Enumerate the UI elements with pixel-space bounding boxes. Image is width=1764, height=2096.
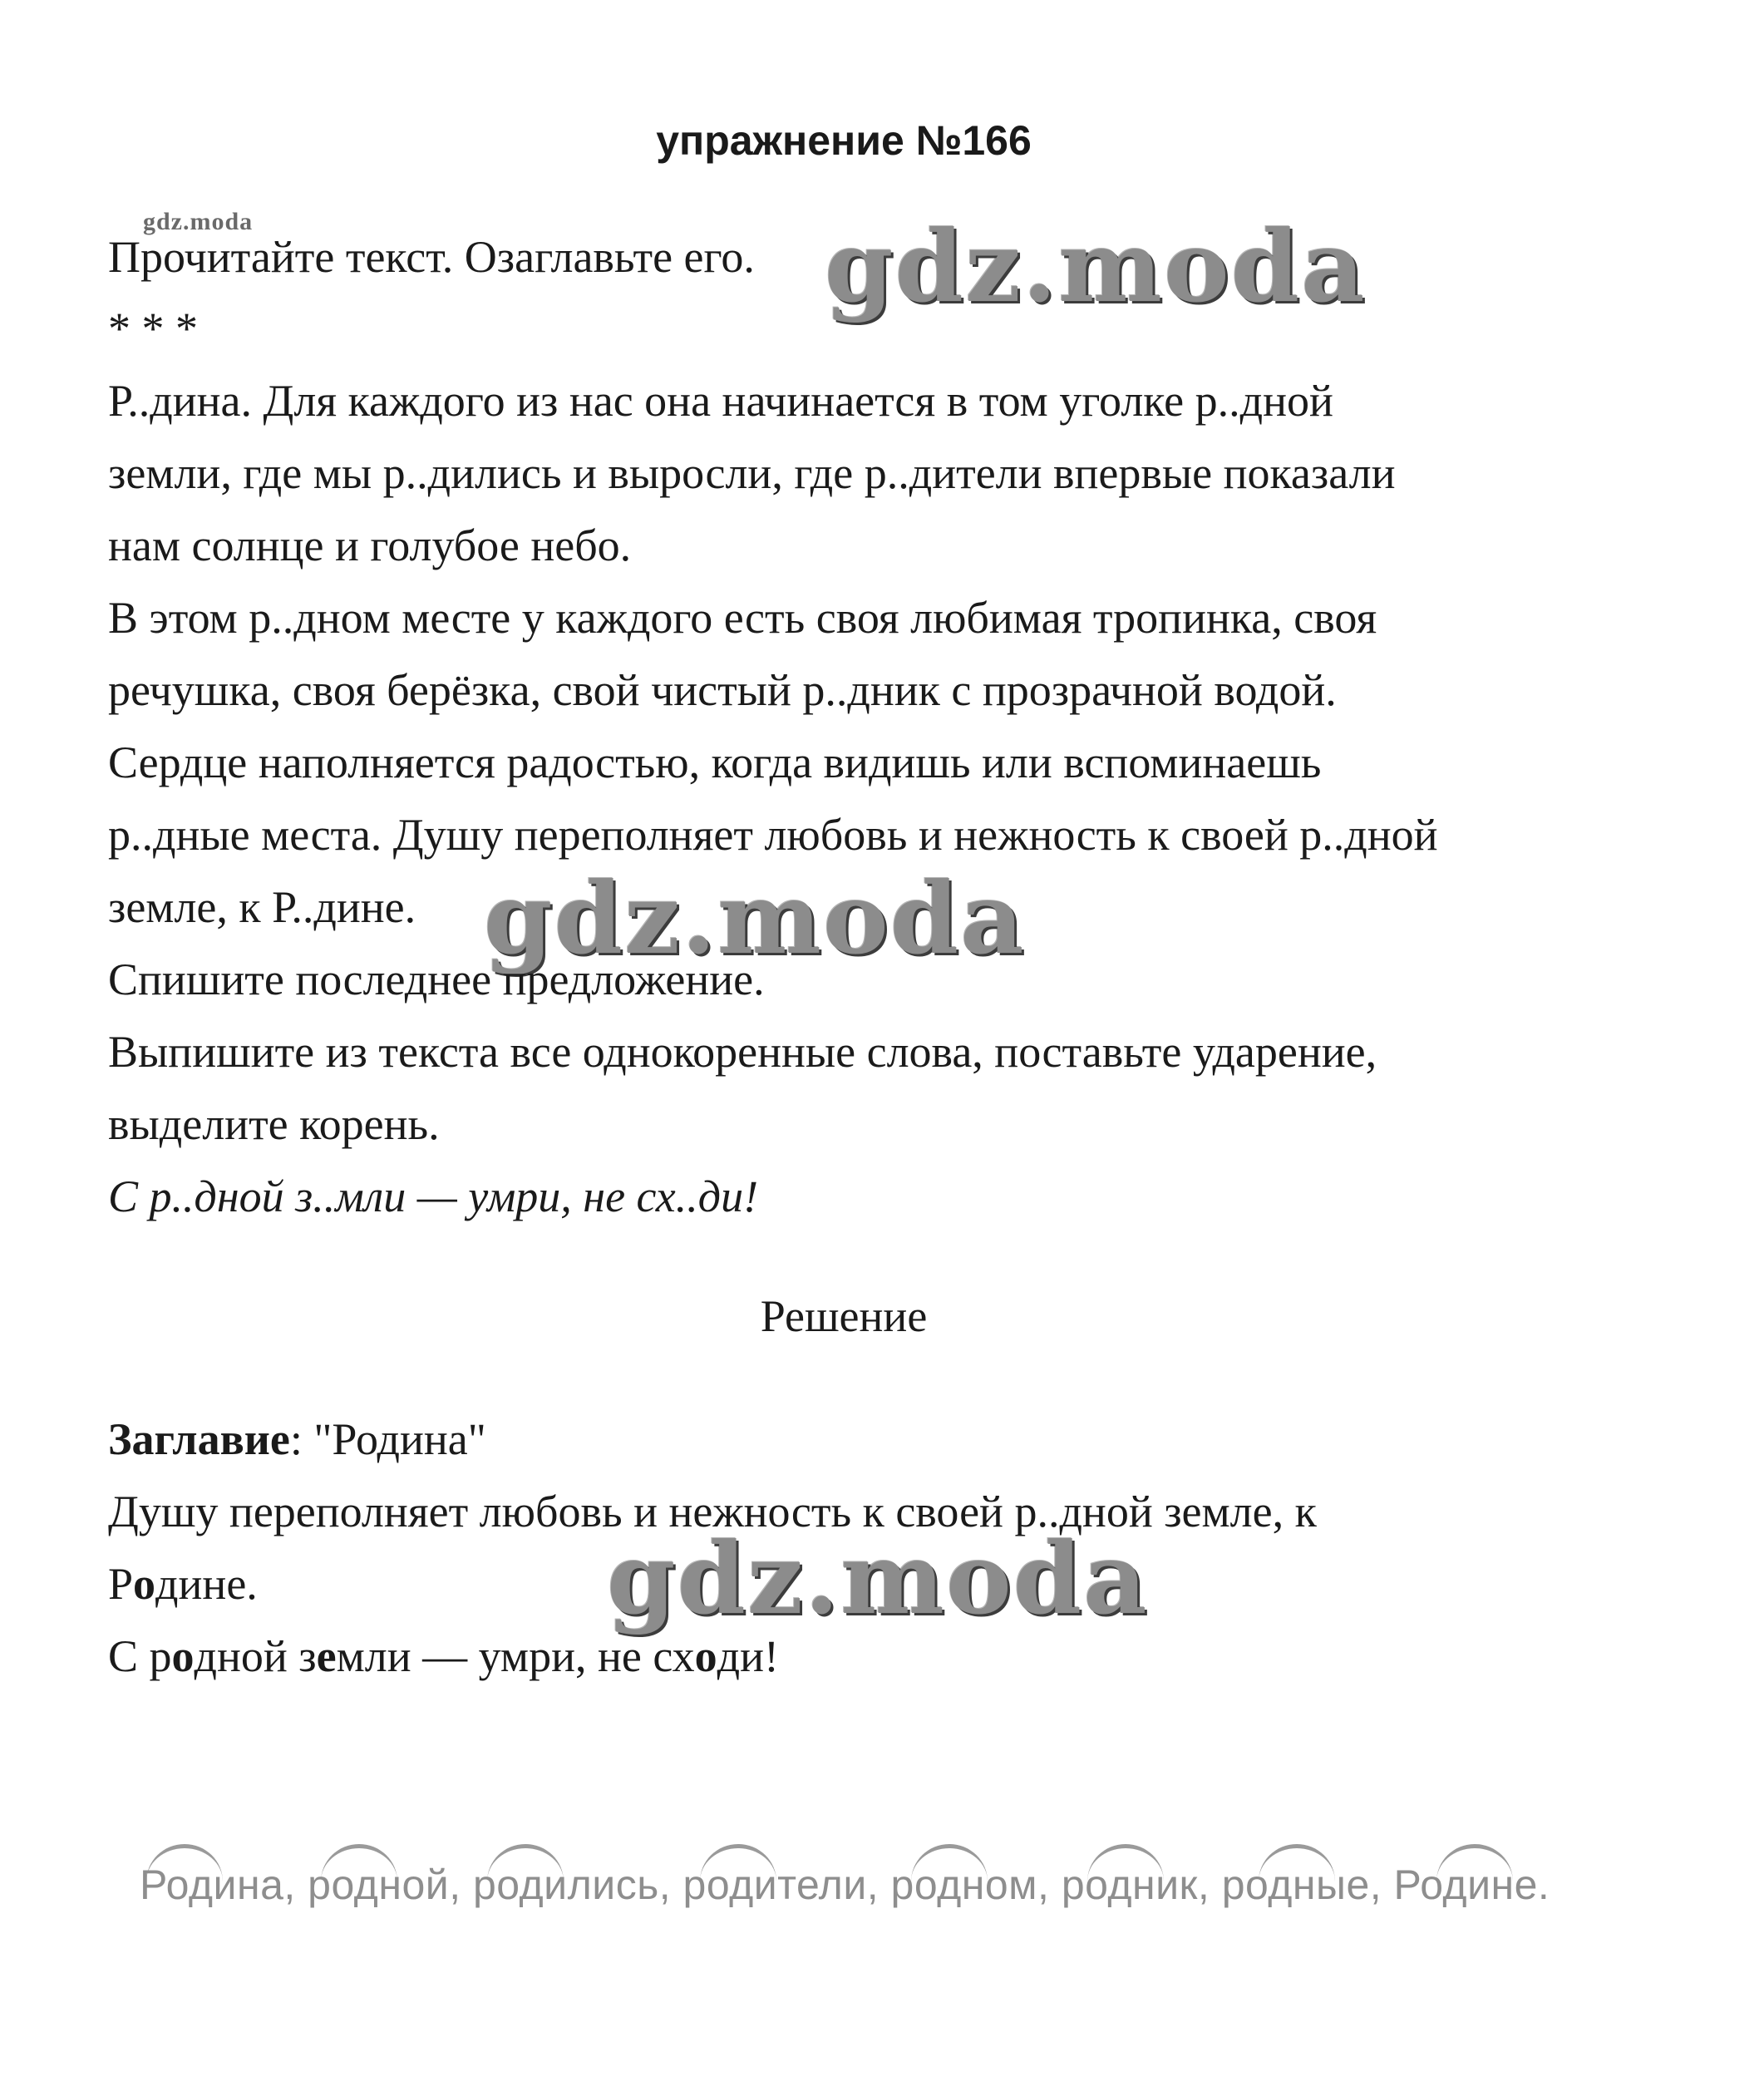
task-instruction: Выпишите из текста все однокоренные слова, поставьте ударение, — [108, 1027, 1377, 1077]
task-text-line: речушка, своя берёзка, свой чистый р..дник с прозрачной водой. — [108, 665, 1337, 715]
solution-title-label: Заглавие — [108, 1414, 290, 1464]
stressed-vowel: о — [133, 1559, 156, 1609]
watermark-logo: gdz.moda — [484, 861, 1026, 976]
task-instruction: Спишите последнее предложение. — [108, 954, 765, 1004]
solution-sentence-line — [108, 1559, 258, 1609]
text-part: дной з — [194, 1631, 317, 1681]
task-text-line: земли, где мы р..дились и выросли, где р..дители впервые показали — [108, 448, 1396, 498]
text-part: Р — [108, 1559, 134, 1609]
stressed-vowel: о — [171, 1631, 195, 1681]
watermark-small: gdz.moda — [143, 208, 254, 235]
task-proverb: С р..дной з..мли — умри, не сх..ди! — [108, 1171, 759, 1221]
solution-heading: Решение — [760, 1291, 928, 1341]
task-text-line: В этом р..дном месте у каждого есть своя любимая тропинка, своя — [108, 593, 1377, 643]
solution-sentence-line: Душу переполняет любовь и нежность к своей р..дной земле, к — [108, 1487, 1317, 1536]
text-part: ди! — [717, 1631, 779, 1681]
task-text-line: р..дные места. Душу переполняет любовь и нежность к своей р..дной — [108, 810, 1438, 860]
task-intro: Прочитайте текст. Озаглавьте его. — [108, 232, 755, 282]
solution-title-value: : "Родина" — [289, 1414, 486, 1464]
task-text-line: Р..дина. Для каждого из нас она начинается в том уголке р..дной — [108, 376, 1333, 426]
text-part: С р — [108, 1631, 172, 1681]
stressed-vowel: о — [694, 1631, 717, 1681]
section-stars: * * * — [108, 303, 198, 353]
task-text-line: нам солнце и голубое небо. — [108, 520, 632, 570]
stressed-vowel: е — [316, 1631, 337, 1681]
solution-title — [108, 1414, 486, 1464]
watermark-logo: gdz.moda — [607, 1521, 1149, 1636]
text-part: мли — умри, не сх — [336, 1631, 695, 1681]
task-text-line: Сердце наполняется радостью, когда видишь или вспоминаешь — [108, 737, 1322, 787]
page-title: упражнение №166 — [656, 117, 1032, 164]
task-text-line: земле, к Р..дине. — [108, 882, 416, 932]
text-part: дине. — [155, 1559, 258, 1609]
task-instruction: выделите корень. — [108, 1099, 440, 1149]
root-words-list: Родина, родной, родились, родители, родном, родник, родные, Родине. — [140, 1862, 1550, 1908]
watermark-logo: gdz.moda — [825, 209, 1367, 324]
solution-proverb — [108, 1631, 779, 1681]
